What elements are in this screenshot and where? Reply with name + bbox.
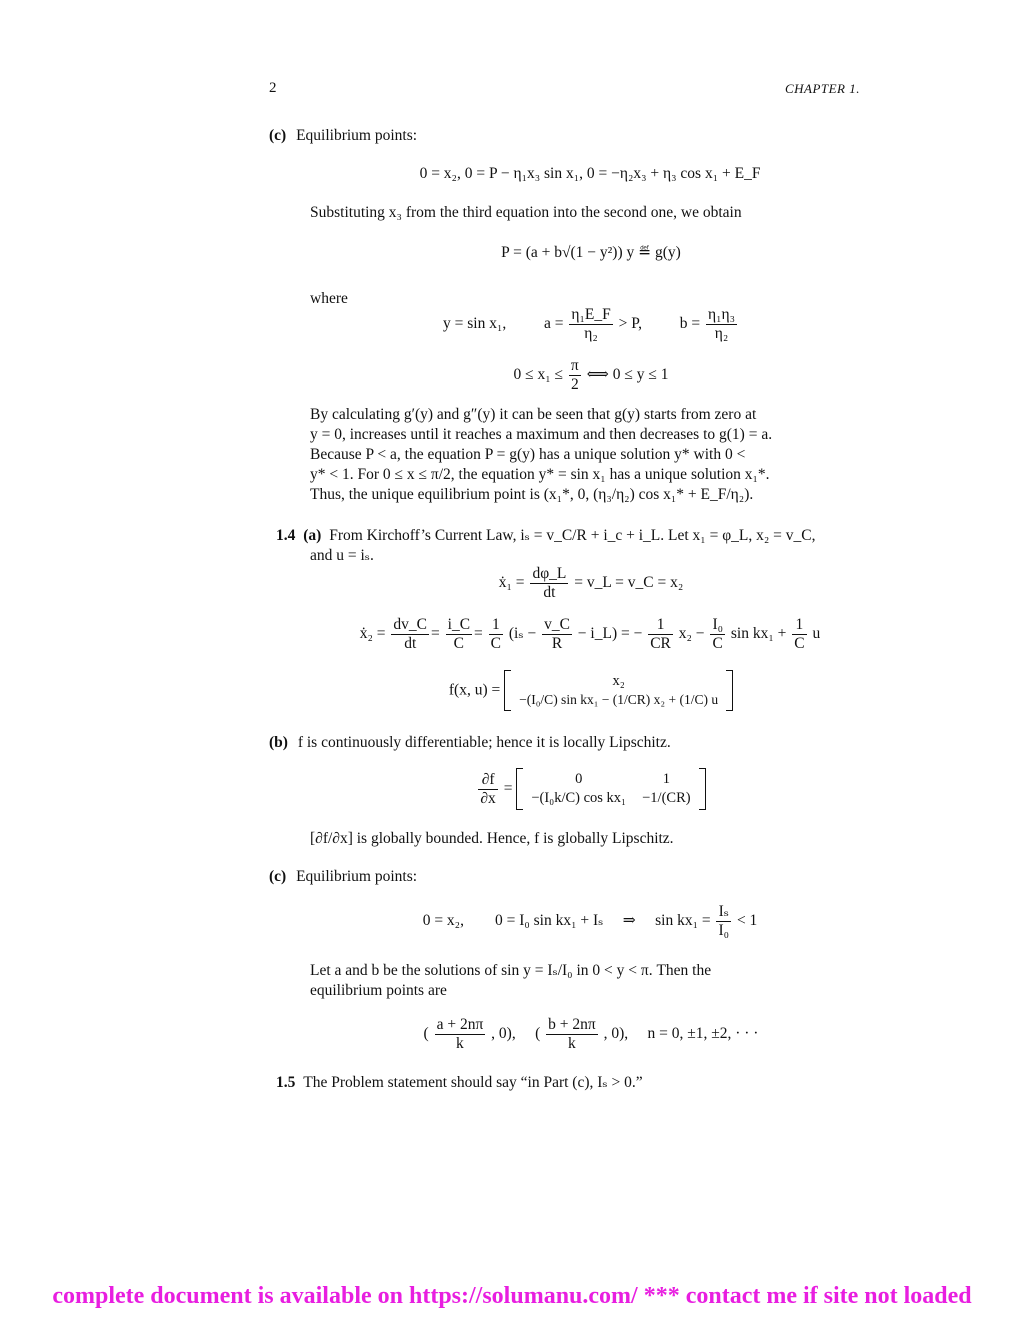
fraction: [391, 616, 429, 653]
fraction: [710, 616, 725, 653]
fraction: [569, 357, 581, 394]
equation-x1-dot: [310, 565, 872, 602]
part-b-heading: [269, 734, 671, 752]
denominator: CR: [650, 635, 671, 652]
equation-jacobian: [310, 768, 872, 810]
matrix-cell: 1: [662, 771, 670, 787]
numerator: b + 2nπ: [548, 1016, 596, 1033]
fraction: [530, 565, 568, 602]
numerator: v_C: [544, 616, 570, 633]
numerator: Iₛ: [716, 903, 731, 922]
eq-part: ⟺ 0 ≤ y ≤ 1: [586, 366, 669, 384]
matrix-cell: x₂: [612, 673, 625, 689]
numerator: 1: [648, 616, 673, 635]
promo-banner: complete document is available on https://solumanu.com/ *** contact me if site not loaded: [52, 1283, 972, 1309]
problem-1-5: [276, 1073, 643, 1092]
denominator: C: [490, 635, 502, 652]
matrix-cell: 0: [575, 771, 583, 787]
eq-part: 0 = x₂, 0 = I₀ sin kx₁ + Iₛ ⇒ sin kx₁ =: [422, 912, 711, 930]
eq-part: x₂ −: [678, 625, 705, 643]
denominator: C: [712, 635, 723, 652]
denominator: dt: [543, 584, 556, 601]
denominator: dt: [404, 635, 417, 652]
eq-part: = v_L = v_C = x₂: [574, 574, 684, 592]
equation-equilibrium-points: [310, 1016, 872, 1053]
equation-g-of-y: P = (a + b√(1 − y²)) y ≝ g(y): [501, 244, 681, 261]
fraction: [478, 771, 497, 808]
equation-definitions: [310, 306, 872, 343]
eq-part: y = sin x₁,: [442, 315, 507, 333]
eq-part: , 0), n = 0, ±1, ±2, · · ·: [603, 1025, 759, 1043]
numerator: i_C: [447, 616, 471, 633]
equation-x2-dot: ẋ₂ = $\frac{dv\_C}{dt}$ = $\frac{i\_C}{C}$ = $\frac{1}{C}$ (iₛ − $\frac{v\_C}{R}$ − i_L) = − $\frac{1}{CR}$ x₂ − $\frac{\text{I₀}}{C}$ sin kx₁ + $\frac{1}{C}$ u: [359, 616, 821, 652]
section-label: (c): [269, 127, 287, 144]
problem-1-4-heading: [276, 526, 815, 545]
numerator: η₁η₃: [707, 306, 736, 323]
column-vector: [504, 670, 733, 711]
text-line: f is continuously differentiable; hence it is locally Lipschitz.: [297, 734, 671, 751]
fraction: [706, 306, 737, 343]
matrix-cell: −(I₀/C) sin kx₁ − (1/CR) x₂ + (1/C) u: [519, 692, 719, 707]
numerator: ∂f: [478, 771, 497, 790]
numerator: a + 2nπ: [436, 1016, 484, 1033]
fraction: [716, 903, 731, 940]
eq-part: sin kx₁ +: [730, 625, 787, 643]
section-c-heading: [269, 127, 417, 145]
fraction: [546, 1016, 598, 1053]
text-line: Let a and b be the solutions of sin y = Iₛ/I₀ in 0 < y < π. Then the: [310, 962, 712, 979]
eq-part: u: [812, 625, 821, 643]
fraction: [435, 1016, 486, 1053]
text-line: [∂f/∂x] is globally bounded. Hence, f is globally Lipschitz.: [310, 830, 674, 847]
denominator: η₂: [714, 325, 729, 342]
page-number: 2: [269, 80, 277, 96]
eq-part: =: [503, 780, 513, 797]
denominator: C: [794, 635, 805, 652]
text-line: y = 0, increases until it reaches a maximum and then decreases to g(1) = a.: [310, 426, 773, 443]
equation-f-vector: [310, 670, 872, 711]
numerator: η₁E_F: [571, 306, 611, 323]
eq-part: < 1: [736, 912, 758, 930]
part-label: (a): [303, 527, 322, 544]
equation-circuit-equilibrium: [300, 903, 880, 940]
denominator: k: [568, 1035, 576, 1052]
numerator: 1: [792, 616, 806, 635]
fraction: [648, 616, 673, 653]
eq-part: > P,: [618, 315, 642, 333]
denominator: η₂: [584, 325, 598, 342]
matrix-cell: −(I₀k/C) cos kx₁: [531, 790, 627, 806]
fraction: [569, 306, 612, 343]
denominator: R: [551, 635, 563, 652]
text-line: From Kirchoff’s Current Law, iₛ = v_C/R + i_c + i_L. Let x₁ = φ_L, x₂ = v_C,: [329, 527, 816, 544]
text-line: and u = iₛ.: [310, 547, 374, 564]
denominator: I₀: [718, 922, 730, 939]
eq-part: (iₛ −: [508, 625, 537, 643]
numerator: dv_C: [393, 616, 428, 633]
denominator: 2: [570, 376, 579, 393]
equation-range: [310, 357, 872, 394]
running-head: CHAPTER 1.: [784, 81, 860, 96]
denominator: C: [453, 635, 465, 652]
part-c-heading: [269, 868, 417, 886]
matrix-cell: −1/(CR): [642, 790, 691, 806]
eq-part: , 0), (: [491, 1025, 541, 1043]
text-line: y* < 1. For 0 ≤ x ≤ π/2, the equation y* = sin x₁ has a unique solution x₁*.: [310, 466, 770, 483]
paragraph-g-analysis: [310, 405, 872, 505]
problem-number: 1.5: [276, 1074, 296, 1091]
section-title: Equilibrium points:: [296, 127, 418, 144]
where-label: where: [310, 290, 348, 307]
text-line: By calculating g′(y) and g″(y) it can be seen that g(y) starts from zero at: [310, 406, 757, 423]
numerator: 1: [489, 616, 503, 635]
numerator: π: [570, 357, 579, 374]
fraction: [792, 616, 806, 653]
text-line: Because P < a, the equation P = g(y) has a unique solution y* with 0 <: [310, 446, 746, 463]
eq-part: ẋ₂ =: [359, 625, 386, 643]
problem-number: 1.4: [276, 527, 296, 544]
denominator: ∂x: [480, 789, 496, 807]
eq-part: ẋ₁ =: [498, 574, 525, 592]
eq-part: − i_L) = −: [577, 625, 643, 643]
part-label: (c): [269, 868, 287, 885]
section-title: Equilibrium points:: [296, 868, 418, 885]
paragraph: Substituting x₃ from the third equation into the second one, we obtain: [310, 204, 742, 221]
eq-part: 0 ≤ x₁ ≤: [513, 366, 564, 384]
part-label: (b): [269, 734, 288, 751]
equation-equilibrium: 0 = x₂, 0 = P − η₁x₃ sin x₁, 0 = −η₂x₃ + η₃ cos x₁ + E_F: [419, 165, 761, 182]
numerator: I₀: [712, 616, 724, 633]
fraction: [489, 616, 503, 653]
text-line: Thus, the unique equilibrium point is (x₁*, 0, (η₃/η₂) cos x₁* + E_F/η₂).: [310, 486, 754, 503]
eq-part: f(x, u) =: [448, 681, 501, 699]
eq-part: b =: [679, 315, 701, 333]
fraction: [542, 616, 572, 653]
denominator: k: [456, 1035, 464, 1052]
eq-part: a =: [543, 315, 564, 333]
text-line: equilibrium points are: [310, 982, 447, 999]
eq-part: (: [423, 1025, 429, 1043]
fraction: [446, 616, 472, 653]
text-line: The Problem statement should say “in Part (c), Iₛ > 0.”: [303, 1074, 643, 1091]
numerator: dφ_L: [532, 565, 567, 582]
jacobian-matrix: [516, 768, 705, 810]
paragraph-solutions: [310, 961, 872, 1001]
